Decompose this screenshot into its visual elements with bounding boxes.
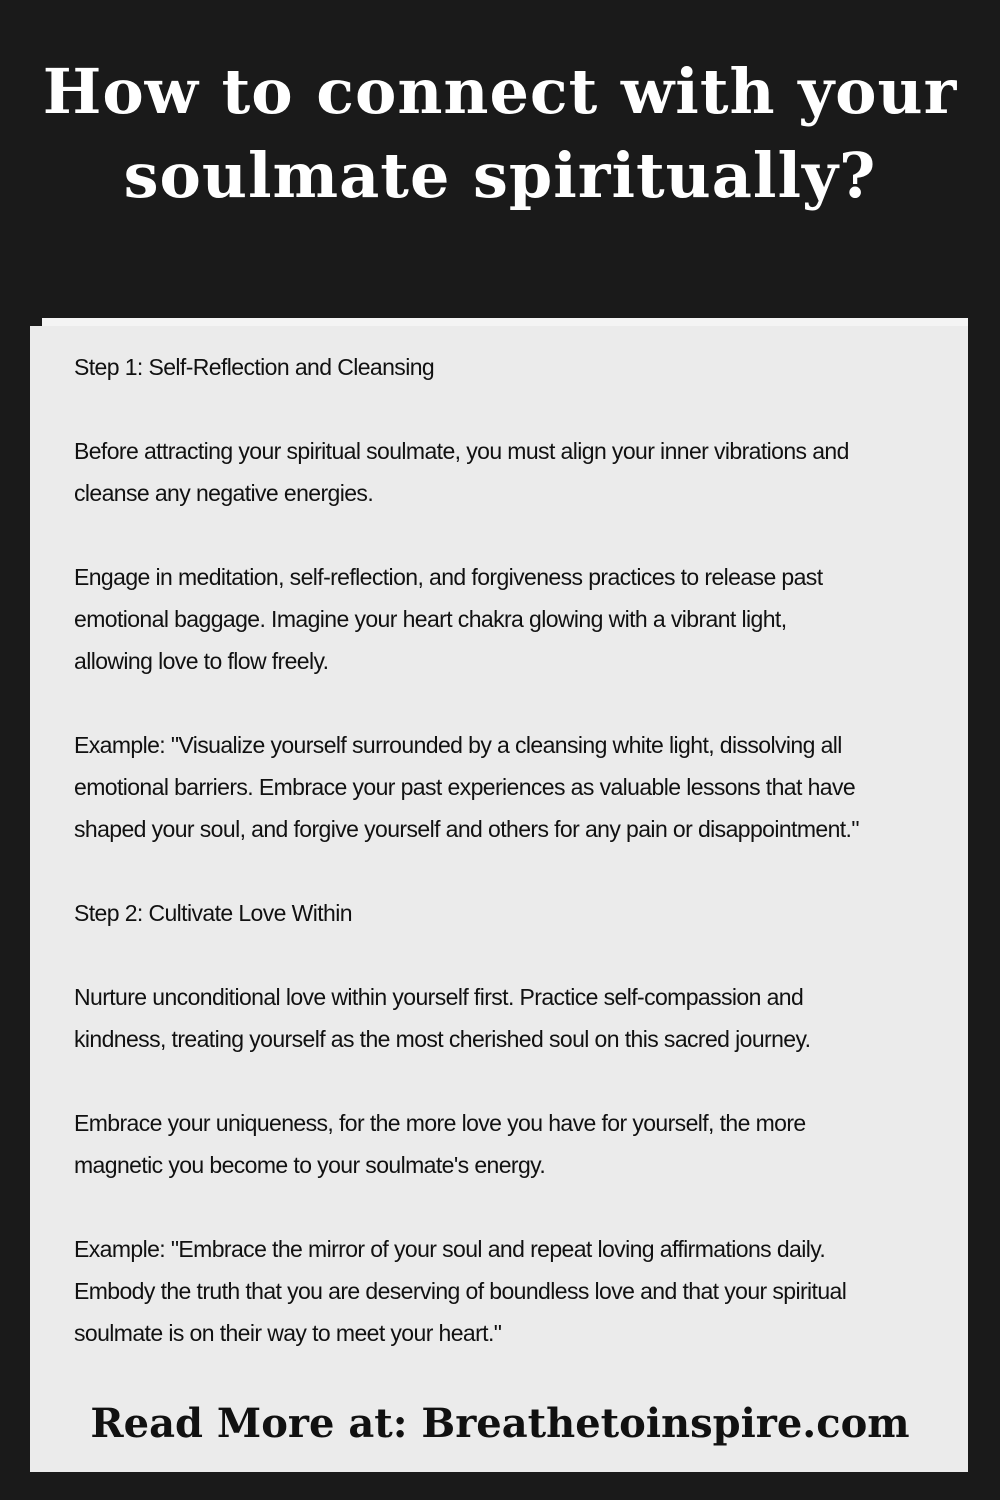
text-line: shaped your soul, and forgive yourself and others for any pain or disappointment." xyxy=(74,816,859,842)
page-title xyxy=(0,50,1000,218)
article-body xyxy=(74,346,944,1396)
text-line: soulmate is on their way to meet your heart." xyxy=(74,1320,502,1346)
step-1-intro xyxy=(74,430,944,514)
text-line: Nurture unconditional love within yourself first. Practice self-compassion and xyxy=(74,984,804,1010)
text-line: magnetic you become to your soulmate's energy. xyxy=(74,1152,546,1178)
text-line: Engage in meditation, self-reflection, and forgiveness practices to release past xyxy=(74,564,823,590)
text-line: Before attracting your spiritual soulmate, you must align your inner vibrations and xyxy=(74,438,849,464)
text-line: cleanse any negative energies. xyxy=(74,480,374,506)
step-1-example xyxy=(74,724,944,850)
step-1-practice xyxy=(74,556,944,682)
text-line: emotional barriers. Embrace your past experiences as valuable lessons that have xyxy=(74,774,856,800)
step-2-example xyxy=(74,1228,944,1354)
text-line: allowing love to flow freely. xyxy=(74,648,329,674)
text-line: Example: "Visualize yourself surrounded by a cleansing white light, dissolving all xyxy=(74,732,842,758)
text-line: kindness, treating yourself as the most cherished soul on this sacred journey. xyxy=(74,1026,811,1052)
text-line: Step 2: Cultivate Love Within xyxy=(74,900,352,926)
text-line: Embrace your uniqueness, for the more love you have for yourself, the more xyxy=(74,1110,806,1136)
title-line-1: How to connect with your xyxy=(42,55,958,128)
step-2-practice xyxy=(74,1102,944,1186)
step-1-heading xyxy=(74,346,944,388)
title-line-2: soulmate spiritually? xyxy=(123,139,877,212)
text-line: Example: "Embrace the mirror of your soul and repeat loving affirmations daily. xyxy=(74,1236,826,1262)
text-line: Step 1: Self-Reflection and Cleansing xyxy=(74,354,435,380)
step-2-intro xyxy=(74,976,944,1060)
text-line: Embody the truth that you are deserving of boundless love and that your spiritual xyxy=(74,1278,847,1304)
text-line: emotional baggage. Imagine your heart chakra glowing with a vibrant light, xyxy=(74,606,787,632)
step-2-heading xyxy=(74,892,944,934)
read-more-footer: Read More at: Breathetoinspire.com xyxy=(90,1400,910,1447)
